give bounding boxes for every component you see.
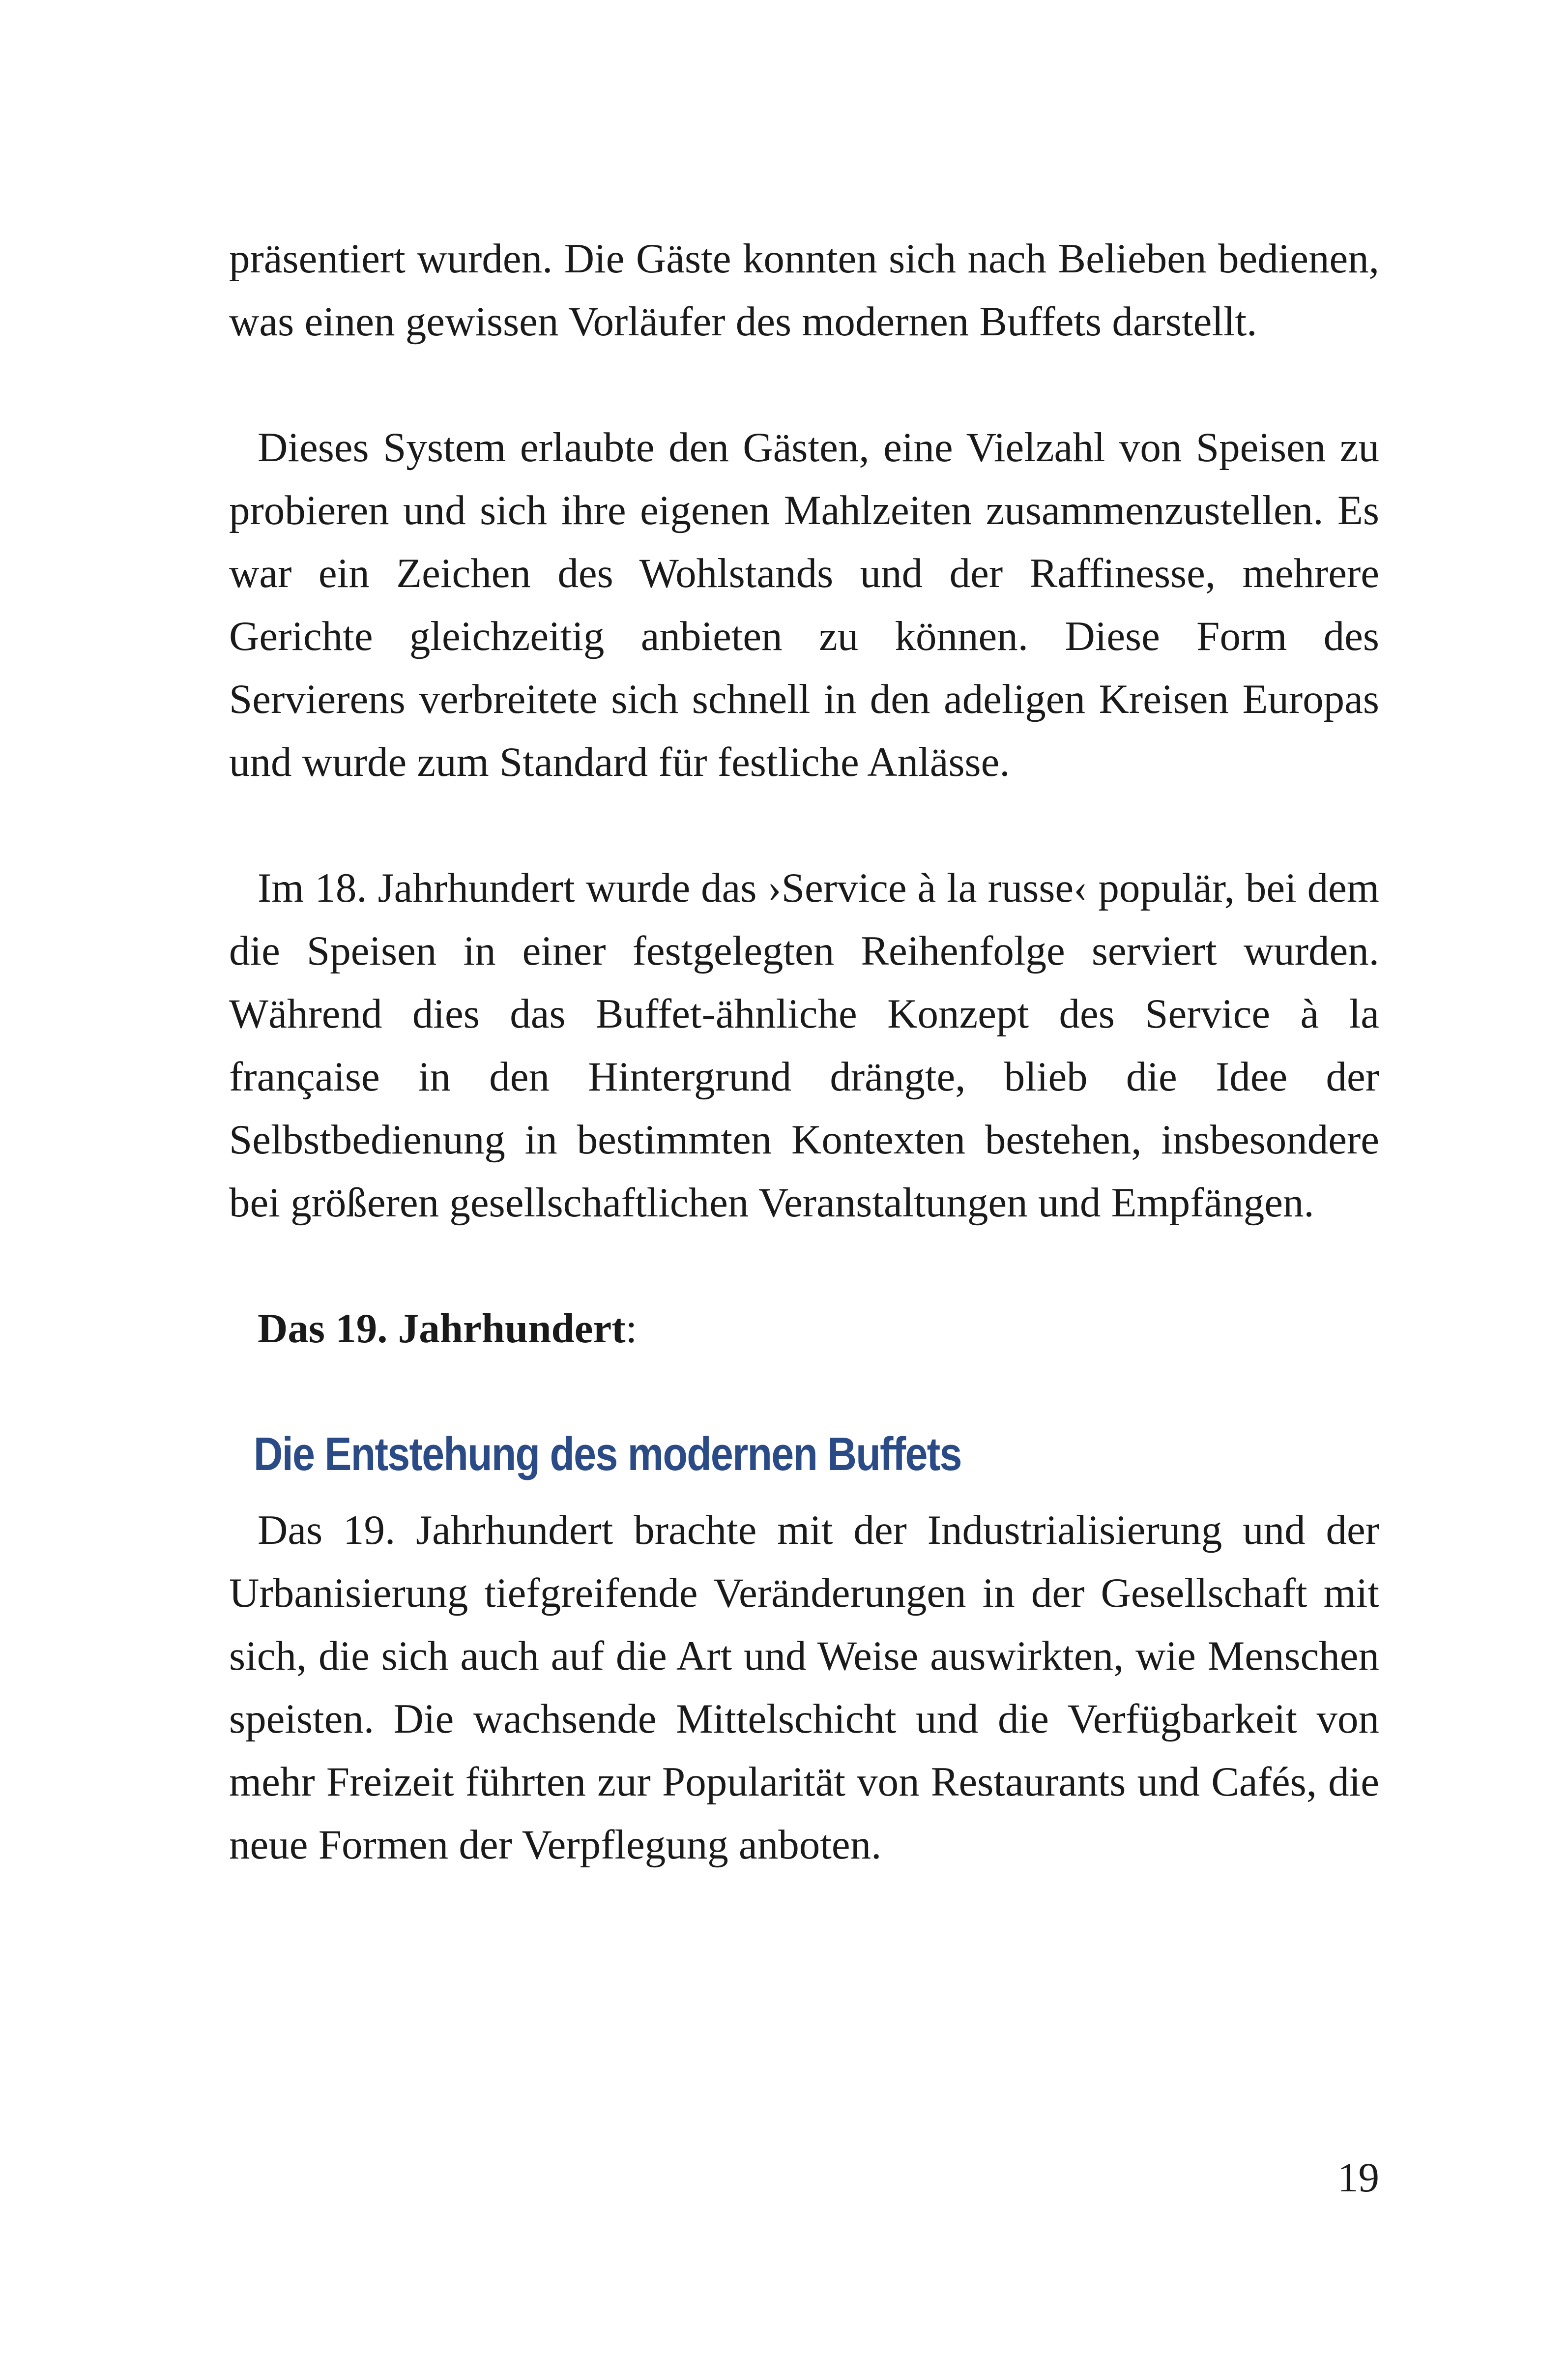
paragraph-gap bbox=[229, 794, 1379, 856]
paragraph-gap bbox=[229, 353, 1379, 416]
paragraph-gap bbox=[229, 1234, 1379, 1297]
section-label-colon: : bbox=[625, 1305, 638, 1352]
section-label-text: Das 19. Jahrhundert bbox=[258, 1305, 626, 1352]
paragraph-2: Dieses System erlaubte den Gästen, eine Vielzahl von Speisen zu probieren und sich ihre eigenen Mahlzeiten zusammenzustellen. Es war ein Zeichen des Wohlstands und der Raffinesse, mehrere Gerichte gleichzeitig anbieten zu können. Diese Form des Servierens verbreitete sich schnell in den adeligen Kreisen Europas und wurde zum Standard für festliche Anlässe. bbox=[229, 424, 1379, 785]
paragraph-4: Das 19. Jahrhundert brachte mit der Industrialisierung und der Urbanisierung tiefgreifende Veränderungen in der Gesellschaft mit sich, die sich auch auf die Art und Weise auswirkten, wie Menschen speisten. Die wachsende Mittelschicht und die Verfügbarkeit von mehr Freizeit führten zur Popularität von Restaurants und Cafés, die neue Formen der Verpflegung anboten. bbox=[229, 1507, 1379, 1868]
page-number: 19 bbox=[1337, 2154, 1379, 2201]
section-label bbox=[229, 1297, 1379, 1360]
paragraph-gap bbox=[229, 1360, 1379, 1423]
paragraph-3: Im 18. Jahrhundert wurde das ›Service à la russe‹ populär, bei dem die Speisen in einer festgelegten Reihenfolge serviert wurden. Während dies das Buffet-ähnliche Konzept des Service à la française in den Hintergrund drängte, blieb die Idee der Selbstbedienung in bestimmten Kontexten bestehen, insbesondere bei größeren gesellschaftlichen Veranstaltungen und Empfängen. bbox=[229, 865, 1379, 1226]
paragraph-1: präsentiert wurden. Die Gäste konnten sich nach Belieben bedienen, was einen gewissen Vorläufer des modernen Buffets darstellt. bbox=[229, 236, 1379, 345]
section-heading: Die Entstehung des modernen Buffets bbox=[253, 1428, 961, 1480]
page-body bbox=[229, 227, 1379, 1876]
heading-gap bbox=[229, 1486, 1379, 1499]
